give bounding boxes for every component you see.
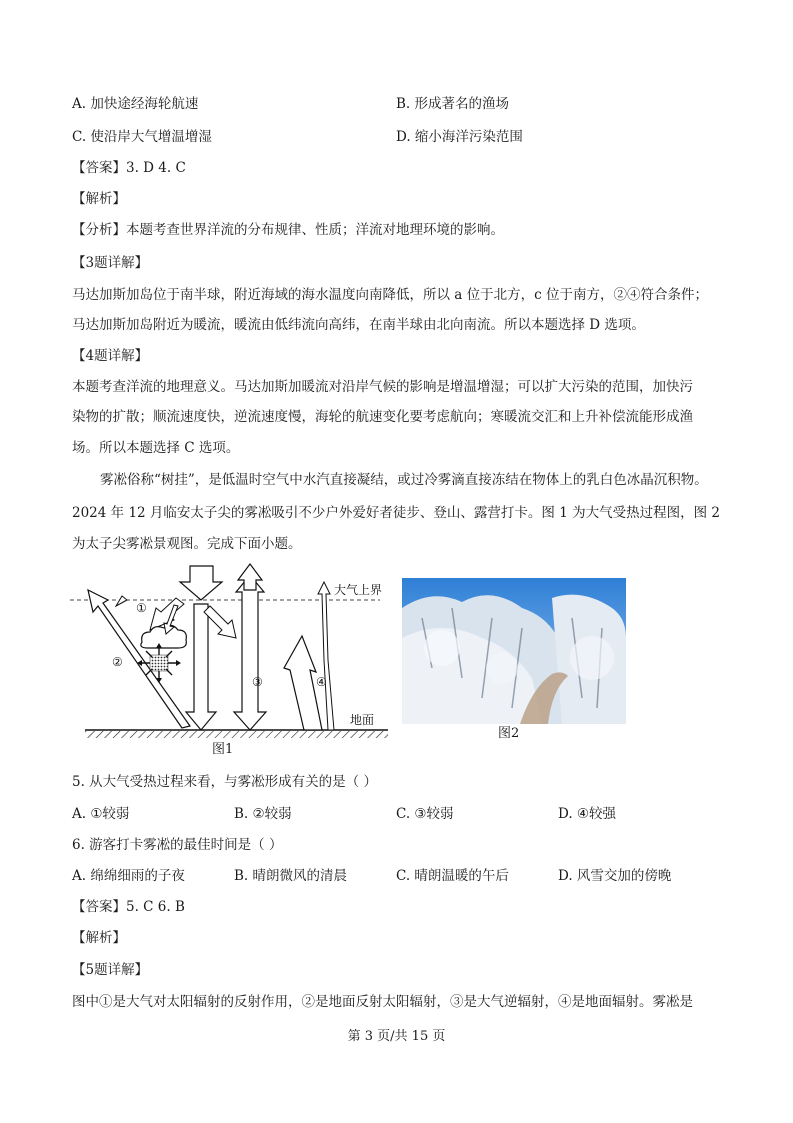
- q5-option-c: C. ③较弱: [396, 806, 454, 822]
- detail-title-4: 【4题详解】: [72, 348, 149, 364]
- mark-2: ②: [112, 655, 123, 669]
- detail-3-line-2: 马达加斯加岛附近为暖流，暖流由低纬流向高纬，在南半球由北向南流。所以本题选择 D 选项。: [72, 317, 645, 333]
- dust-scatter-shape: [137, 643, 181, 683]
- intro-line-2: 2024 年 12 月临安太子尖的雾凇吸引不少户外爱好者徒步、登山、露营打卡。图 1 为大气受热过程图，图 2: [72, 505, 720, 521]
- counter-radiation-arrow-3: [234, 580, 266, 730]
- intro-line-3: 为太子尖雾凇景观图。完成下面小题。: [72, 536, 302, 552]
- cloud-shape: [141, 625, 186, 648]
- page-footer: 第 3 页/共 15 页: [347, 1029, 446, 1044]
- detail-4-line-3: 场。所以本题选择 C 选项。: [72, 440, 240, 456]
- question-5-stem: 5. 从大气受热过程来看，与雾凇形成有关的是（ ）: [72, 774, 377, 790]
- answer-line: 【答案】3. D 4. C: [72, 160, 186, 176]
- option-c: C. 使沿岸大气增温增湿: [72, 129, 212, 145]
- detail-3-line-1: 马达加斯加岛位于南半球，附近海域的海水温度向南降低，所以 a 位于北方，c 位于南方，②④符合条件；: [72, 287, 708, 303]
- ground-hatch: [85, 731, 388, 738]
- analysis-label: 【解析】: [72, 191, 126, 207]
- mark-4: ④: [316, 675, 327, 689]
- atmosphere-top-label: 大气上界: [334, 583, 383, 597]
- q5-option-d: D. ④较强: [558, 806, 617, 822]
- answer-line-2: 【答案】5. C 6. B: [72, 899, 185, 915]
- analysis-label-2: 【解析】: [72, 930, 126, 946]
- rime-landscape-photo: [402, 578, 626, 724]
- option-b: B. 形成著名的渔场: [396, 96, 510, 112]
- q6-option-c: C. 晴朗温暖的午后: [396, 868, 509, 884]
- question-6-stem: 6. 游客打卡雾凇的最佳时间是（ ）: [72, 837, 283, 853]
- option-d: D. 缩小海洋污染范围: [396, 129, 523, 145]
- option-a: A. 加快途经海轮航速: [72, 96, 199, 112]
- q6-option-b: B. 晴朗微风的清晨: [234, 868, 348, 884]
- detail-4-line-2: 染物的扩散；顺流速度快，逆流速度慢，海轮的航速变化要考虑航向；寒暖流交汇和上升补偿流能形成渔: [72, 409, 693, 425]
- intro-line-1: 雾凇俗称“树挂”，是低温时空气中水汽直接凝结，或过冷雾滴直接冻结在物体上的乳白色冰晶沉积物。: [100, 472, 708, 488]
- ground-label: 地面: [350, 713, 375, 727]
- figure-2-caption: 图2: [498, 726, 520, 741]
- q6-option-d: D. 风雪交加的傍晚: [558, 868, 672, 884]
- detail-title-3: 【3题详解】: [72, 255, 149, 271]
- solar-input-arrow: [180, 566, 222, 600]
- atmosphere-heating-diagram: [70, 560, 390, 760]
- detail-title-5: 【5题详解】: [72, 962, 149, 978]
- mark-1: ①: [136, 601, 147, 615]
- q5-option-b: B. ②较弱: [234, 806, 292, 822]
- mark-3: ③: [252, 675, 263, 689]
- detail-4-line-1: 本题考查洋流的地理意义。马达加斯加暖流对沿岸气候的影响是增温增湿；可以扩大污染的范围，加快污: [72, 379, 693, 395]
- q6-option-a: A. 绵绵细雨的子夜: [72, 868, 185, 884]
- solar-to-ground-arrow: [186, 604, 216, 730]
- outgoing-radiation-arrow: [318, 582, 334, 730]
- figure-1-caption: 图1: [212, 742, 234, 757]
- detail-5-line-1: 图中①是大气对太阳辐射的反射作用，②是地面反射太阳辐射，③是大气逆辐射，④是地面辐射。雾凇是: [72, 994, 693, 1010]
- q5-option-a: A. ①较弱: [72, 806, 130, 822]
- scatter-arrow: [204, 606, 236, 638]
- analysis-text: 【分析】本题考查世界洋流的分布规律、性质；洋流对地理环境的影响。: [72, 222, 504, 238]
